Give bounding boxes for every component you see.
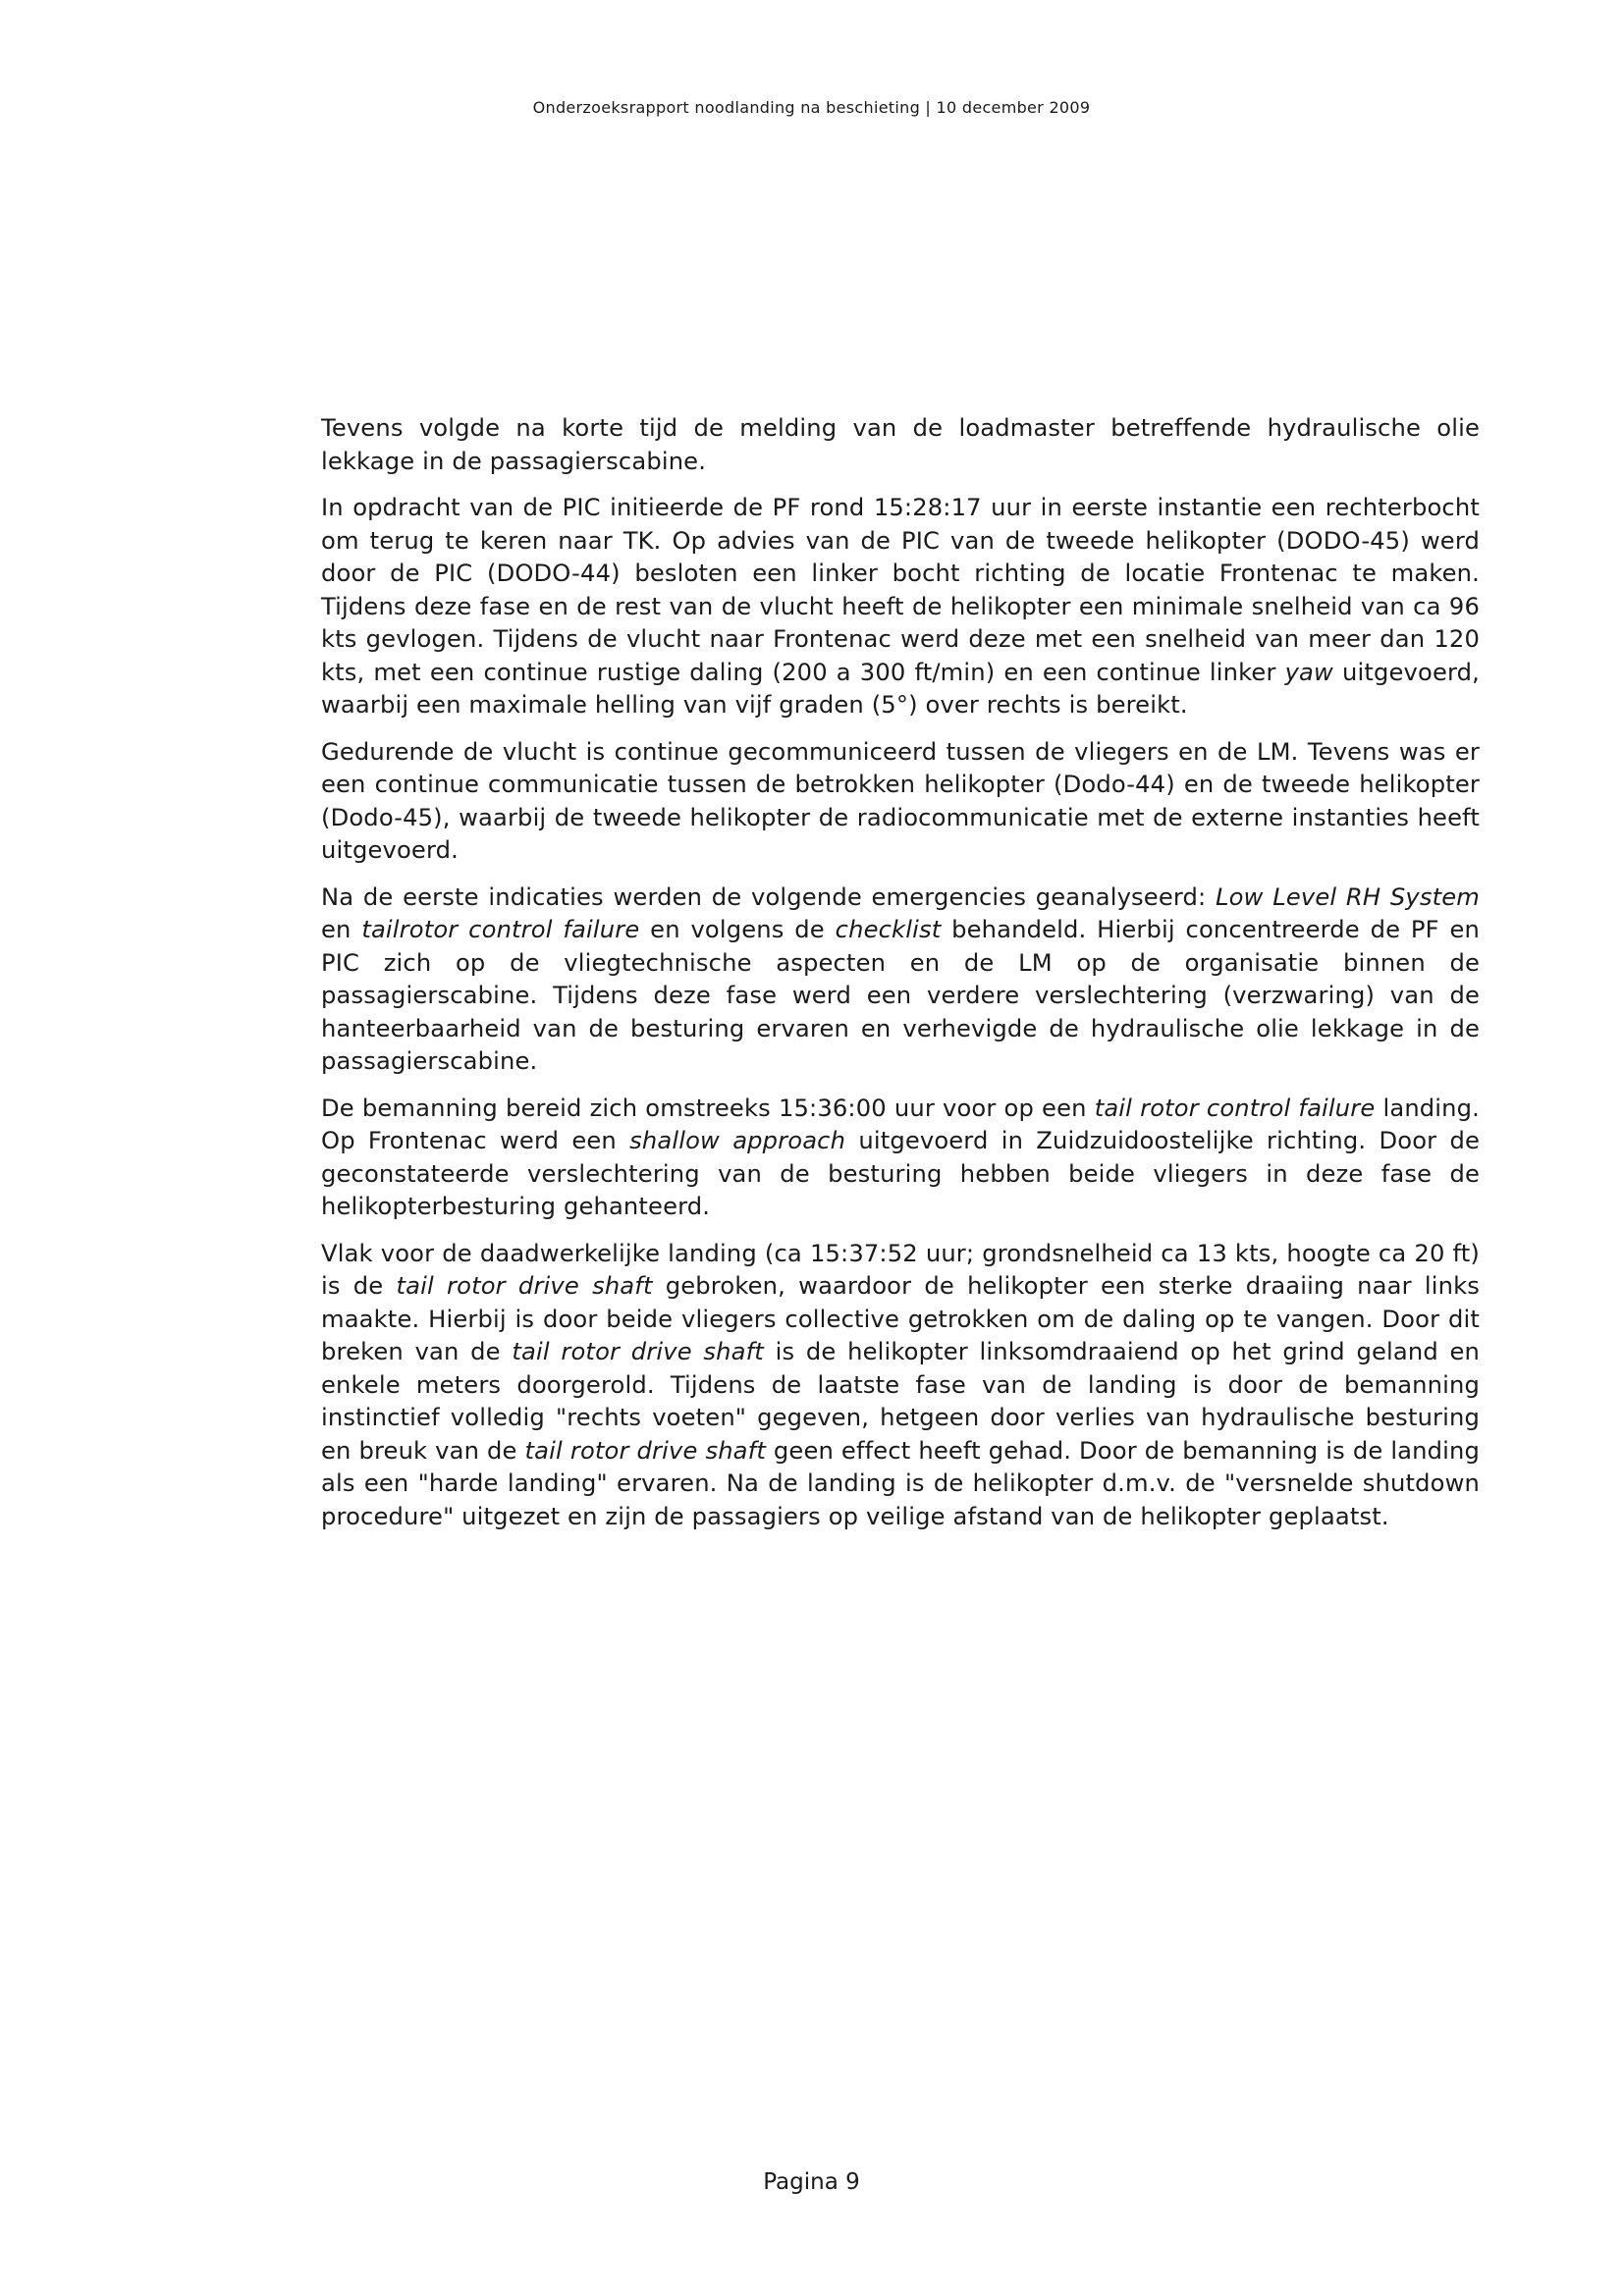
text-segment: landing. Op Frontenac werd een: [321, 1094, 1481, 1154]
text-segment: In opdracht van de PIC initieerde de PF rond 15:28:17 uur in eerste instantie een rechterbocht om terug te keren naar TK. Op advies van de PIC van de tweede helikopter (DODO-45) werd door de PIC (DODO-44) besloten een linker bocht richting de locatie Frontenac te maken. Tijdens deze fase en de rest van de vlucht heeft de helikopter een minimale snelheid van ca 96 kts gevlogen. Tijdens de vlucht naar Frontenac werd deze met een snelheid van meer dan 120 kts, met een continue rustige daling (200 a 300 ft/min) en een continue linker: [321, 494, 1480, 686]
paragraph: [321, 412, 1480, 478]
text-segment: behandeld. Hierbij concentreerde de PF en PIC zich op de vliegtechnische aspecten en de LM op de organisatie binnen de passagierscabine. Tijdens deze fase werd een verdere verslechtering (verzwaring) van de hanteerbaarheid van de besturing ervaren en verhevigde de hydraulische olie lekkage in de passagierscabine.: [321, 916, 1481, 1075]
text-segment: en: [321, 916, 362, 943]
running-header: Onderzoeksrapport noodlanding na beschieting | 10 december 2009: [532, 98, 1091, 117]
italic-term: tail rotor control failure: [1094, 1094, 1376, 1122]
text-segment: Na de eerste indicaties werden de volgende emergencies geanalyseerd:: [321, 882, 1217, 911]
text-segment: uitgevoerd, waarbij een maximale helling van vijf graden (5°) over rechts is bereikt.: [321, 658, 1480, 719]
italic-term: tail rotor drive shaft: [512, 1338, 764, 1365]
italic-term: shallow approach: [629, 1127, 846, 1154]
text-segment: Gedurende de vlucht is continue gecommuniceerd tussen de vliegers en de LM. Tevens was er een continue communicatie tussen de betrokken helikopter (Dodo-44) en de tweede helikopter (Dodo-45), waarbij de tweede helikopter de radiocommunicatie met de externe instanties heeft uitgevoerd.: [321, 737, 1480, 864]
text-segment: uitgevoerd in Zuidzuidoostelijke richting. Door de geconstateerde verslechtering van de besturing hebben beide vliegers in deze fase de helikopterbesturing gehanteerd.: [321, 1127, 1480, 1220]
italic-term: checklist: [835, 916, 942, 943]
page-number: Pagina 9: [763, 2169, 860, 2195]
italic-term: yaw: [1284, 658, 1333, 686]
text-segment: is de helikopter linksomdraaiend op het grind geland en enkele meters doorgerold. Tijdens de laatste fase van de landing is door de bemanning instinctief volledig "rechts voeten" gegeven, hetgeen door verlies van hydraulische besturing en breuk van de: [321, 1338, 1481, 1465]
text-segment: Tevens volgde na korte tijd de melding van de loadmaster betreffende hydraulische olie lekkage in de passagierscabine.: [321, 414, 1480, 475]
text-segment: en volgens de: [639, 916, 836, 943]
text-segment: geen effect heeft gehad. Door de bemanning is de landing als een "harde landing" ervaren. Na de landing is de helikopter d.m.v. de "versnelde shutdown procedure" uitgezet en zijn de passagiers op veilige afstand van de helikopter geplaatst.: [321, 1436, 1480, 1530]
italic-term: Low Level RH System: [1216, 882, 1480, 911]
text-segment: De bemanning bereid zich omstreeks 15:36:00 uur voor op een: [321, 1094, 1095, 1122]
paragraph: [321, 736, 1480, 868]
paragraph: [321, 1093, 1480, 1224]
body-text: [321, 412, 1480, 1547]
italic-term: tail rotor drive shaft: [396, 1272, 653, 1300]
italic-term: tail rotor drive shaft: [524, 1436, 766, 1465]
text-segment: gebroken, waardoor de helikopter een sterke draaiing naar links maakte. Hierbij is door beide vliegers collective getrokken om de daling op te vangen. Door dit breken van de: [321, 1272, 1481, 1365]
paragraph: [321, 881, 1480, 1079]
text-segment: Vlak voor de daadwerkelijke landing (ca 15:37:52 uur; grondsnelheid ca 13 kts, hoogte ca 20 ft) is de: [321, 1239, 1480, 1300]
paragraph: [321, 492, 1480, 722]
paragraph: [321, 1238, 1480, 1534]
italic-term: tailrotor control failure: [361, 916, 640, 943]
